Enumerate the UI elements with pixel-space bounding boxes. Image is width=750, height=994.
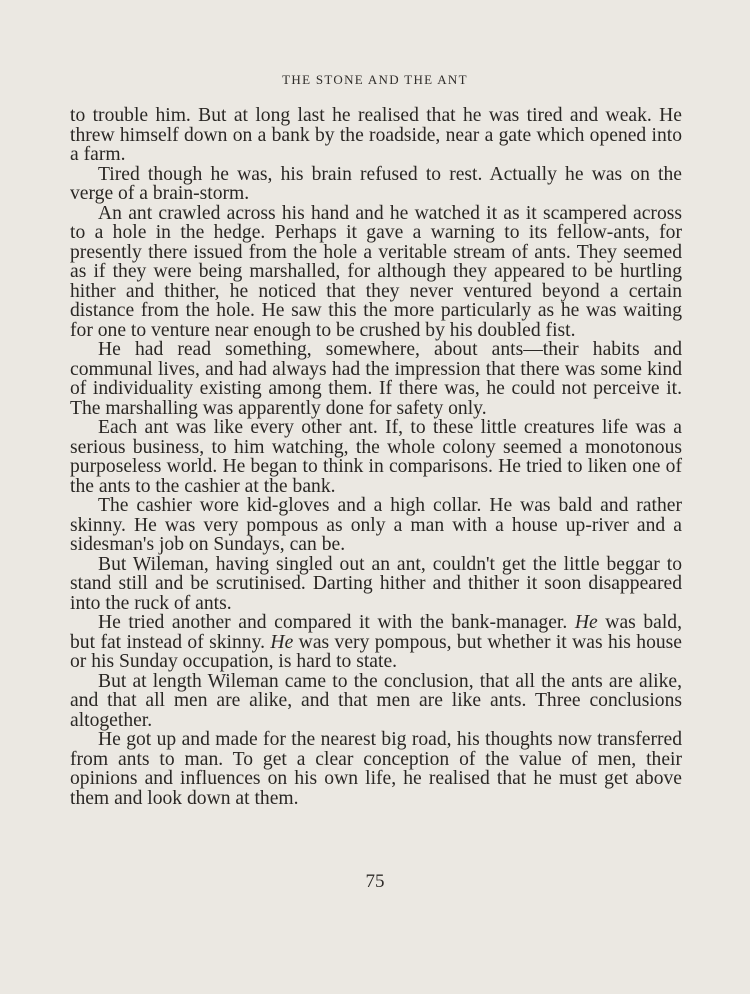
italic-word: He: [574, 612, 598, 633]
paragraph: But Wileman, having singled out an ant, couldn't get the little beggar to stand still and be scrutinised. Darting hither and thither it soon disappeared into the ruck of ants.: [70, 553, 682, 614]
paragraph: But at length Wileman came to the conclusion, that all the ants are alike, and that all men are alike, and that men are like ants. Three conclusions altogether.: [70, 670, 682, 731]
italic-word: He: [270, 631, 294, 653]
paragraph-text: was very pompous, but whether it was his house or his Sunday occupation, is hard to state.: [70, 631, 683, 672]
paragraph-text: He tried another and compared it with the bank-manager.: [98, 612, 575, 633]
paragraph: He had read something, somewhere, about ants—their habits and communal lives, and had always had the impression that there was some kind of individuality existing among them. If there was, he could not perceive it. The marshalling was apparently done for safety only.: [70, 339, 682, 419]
running-head: THE STONE AND THE ANT: [282, 72, 468, 87]
paragraph: [70, 613, 682, 672]
paragraph-text: was bald, but fat instead of skinny.: [70, 612, 682, 653]
paragraph: Tired though he was, his brain refused to rest. Actually he was on the verge of a brain-storm.: [70, 163, 682, 204]
paragraph: He got up and made for the nearest big road, his thoughts now transferred from ants to man. To get a clear conception of the value of men, their opinions and influences on his own life, he realised that he must get above them and look down at them.: [70, 729, 682, 809]
paragraph: An ant crawled across his hand and he watched it as it scampered across to a hole in the hedge. Perhaps it gave a warning to its fellow-ants, for presently there issued from the hole a veritable stream of ants. They seemed as if they were being marshalled, for although they appeared to be hurtling hither and thither, he noticed that they never ventured beyond a certain distance from the hole. He saw this the more particularly as he was waiting for one to venture near enough to be crushed by his doubled fist.: [70, 202, 682, 341]
paragraph: The cashier wore kid-gloves and a high collar. He was bald and rather skinny. He was very pompous as only a man with a house up-river and a sidesman's job on Sundays, can be.: [70, 495, 682, 555]
paragraph: Each ant was like every other ant. If, to these little creatures life was a serious business, to him watching, the whole colony seemed a monotonous purposeless world. He began to think in comparisons. He tried to liken one of the ants to the cashier at the bank.: [70, 417, 682, 497]
page-number: 75: [365, 871, 385, 892]
paragraph: to trouble him. But at long last he realised that he was tired and weak. He threw himself down on a bank by the roadside, near a gate which opened into a farm.: [70, 105, 682, 165]
body-text: [70, 106, 682, 808]
